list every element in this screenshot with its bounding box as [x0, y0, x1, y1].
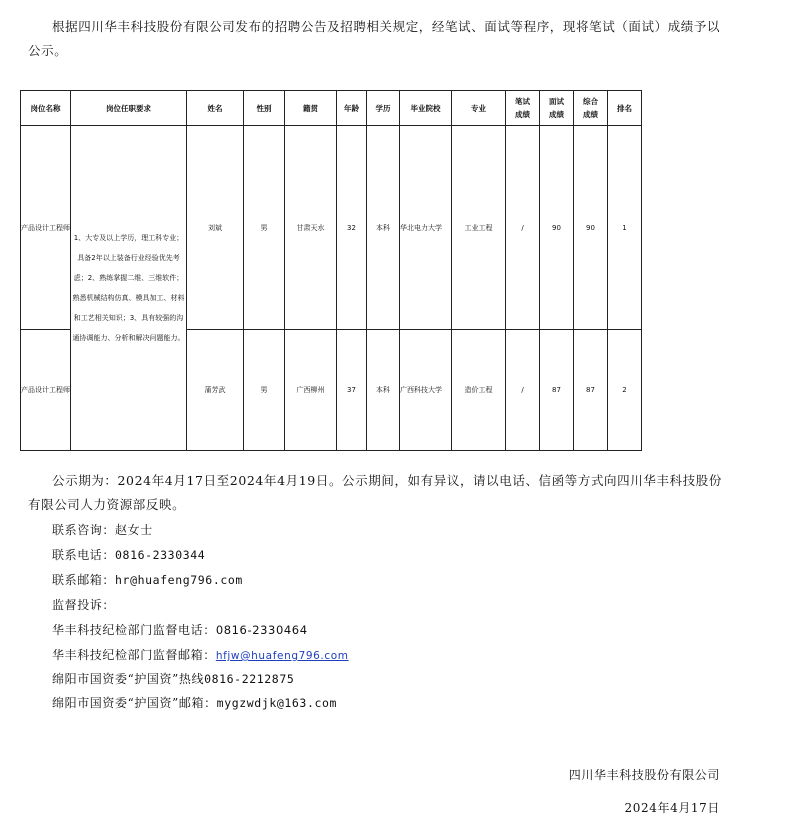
- supervision-heading: 监督投诉：: [52, 598, 116, 612]
- contact-phone: [52, 547, 205, 563]
- cell-education: 本科: [367, 330, 400, 451]
- header-major: 专业: [452, 91, 506, 126]
- cell-rank: 2: [608, 330, 642, 451]
- cell-major: 工业工程: [452, 126, 506, 330]
- cell-interview: 90: [540, 126, 574, 330]
- cell-requirements: 1、大专及以上学历，理工科专业；具备2年以上装备行业经验优先考虑；2、熟练掌握二维、三维软件；熟悉机械结构仿真、模具加工、材料和工艺相关知识；3、具有较强的沟通协调能力、分析和解决问题能力。: [71, 126, 187, 451]
- sasac-email-label: 绵阳市国资委“护国资”邮箱：: [52, 696, 217, 710]
- header-written: 笔试成绩: [506, 91, 540, 126]
- discipline-email-label: 华丰科技纪检部门监督邮箱：: [52, 648, 216, 662]
- intro-paragraph: 根据四川华丰科技股份有限公司发布的招聘公告及招聘相关规定，经笔试、面试等程序，现将笔试（面试）成绩予以公示。: [28, 19, 721, 58]
- cell-rank: 1: [608, 126, 642, 330]
- phone-label: 联系电话：: [52, 548, 116, 562]
- cell-position: 产品设计工程师: [21, 330, 71, 451]
- header-rank: 排名: [608, 91, 642, 126]
- cell-gender: 男: [244, 126, 285, 330]
- cell-education: 本科: [367, 126, 400, 330]
- sasac-hotline-label: 绵阳市国资委“护国资”热线: [52, 672, 205, 686]
- header-name: 姓名: [187, 91, 244, 126]
- discipline-email: [52, 647, 349, 664]
- header-interview: 面试成绩: [540, 91, 574, 126]
- consult-value: 赵女士: [115, 523, 153, 537]
- cell-name: 刘斌: [187, 126, 244, 330]
- contact-consult: [52, 522, 153, 538]
- table-header-row: [21, 91, 642, 126]
- header-age: 年龄: [337, 91, 367, 126]
- contact-email: [52, 572, 243, 588]
- cell-origin: 甘肃天水: [285, 126, 337, 330]
- cell-interview: 87: [540, 330, 574, 451]
- signature-date: 2024年4月17日: [624, 801, 720, 815]
- header-gender: 性别: [244, 91, 285, 126]
- header-education: 学历: [367, 91, 400, 126]
- table-row: [21, 126, 642, 330]
- phone-value: 0816-2330344: [115, 548, 206, 562]
- header-school: 毕业院校: [400, 91, 452, 126]
- results-table: [20, 90, 642, 451]
- email-label: 联系邮箱：: [52, 573, 116, 587]
- header-position: 岗位名称: [21, 91, 71, 126]
- cell-total: 87: [574, 330, 608, 451]
- header-requirements: 岗位任职要求: [71, 91, 187, 126]
- cell-school: 广西科技大学: [400, 330, 452, 451]
- cell-gender: 男: [244, 330, 285, 451]
- sasac-email: [52, 695, 337, 711]
- cell-age: 32: [337, 126, 367, 330]
- cell-major: 造价工程: [452, 330, 506, 451]
- sasac-email-value: mygzwdjk@163.com: [216, 696, 338, 710]
- discipline-phone-label: 华丰科技纪检部门监督电话：: [52, 623, 216, 637]
- cell-position: 产品设计工程师: [21, 126, 71, 330]
- cell-origin: 广西柳州: [285, 330, 337, 451]
- signature-company: 四川华丰科技股份有限公司: [568, 768, 720, 782]
- header-total: 综合成绩: [574, 91, 608, 126]
- sasac-hotline-value: 0816-2212875: [204, 672, 295, 686]
- email-value: hr@huafeng796.com: [115, 573, 243, 587]
- discipline-phone-value: 0816-2330464: [215, 623, 308, 637]
- notice-paragraph: 公示期为：2024年4月17日至2024年4月19日。公示期间，如有异议，请以电话、信函等方式向四川华丰科技股份有限公司人力资源部反映。: [28, 473, 722, 512]
- header-origin: 籍贯: [285, 91, 337, 126]
- cell-school: 华北电力大学: [400, 126, 452, 330]
- cell-total: 90: [574, 126, 608, 330]
- sasac-hotline: [52, 671, 294, 687]
- cell-name: 蒲芳武: [187, 330, 244, 451]
- cell-written: /: [506, 330, 540, 451]
- cell-age: 37: [337, 330, 367, 451]
- cell-written: /: [506, 126, 540, 330]
- discipline-phone: [52, 622, 308, 638]
- consult-label: 联系咨询：: [52, 523, 116, 537]
- discipline-email-link[interactable]: hfjw@huafeng796.com: [215, 650, 349, 662]
